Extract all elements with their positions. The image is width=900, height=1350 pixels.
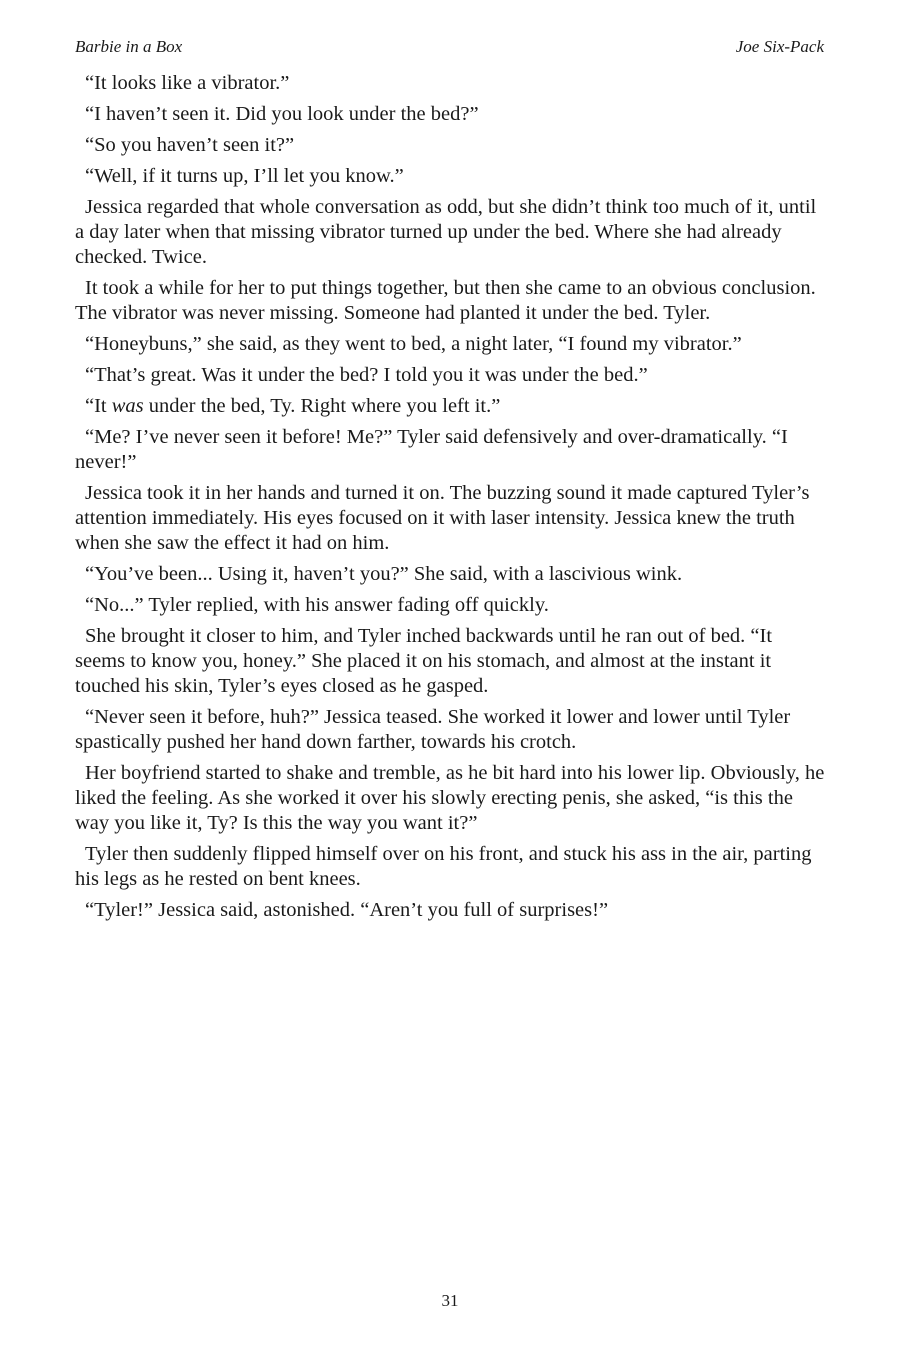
author-name-header: Joe Six-Pack <box>735 37 824 56</box>
paragraph: Jessica took it in her hands and turned it on. The buzzing sound it made captured Tyler’s attention immediately. His eyes focused on it with laser intensity. Jessica knew the truth when she saw the effect it had on him. <box>75 482 810 554</box>
paragraph: “No...” Tyler replied, with his answer fading off quickly. <box>85 594 549 616</box>
paragraph <box>75 394 825 419</box>
paragraph: “That’s great. Was it under the bed? I told you it was under the bed.” <box>85 364 648 386</box>
paragraph-text: “It <box>85 395 112 417</box>
paragraph: “Well, if it turns up, I’ll let you know.” <box>85 165 404 187</box>
paragraph: “Honeybuns,” she said, as they went to bed, a night later, “I found my vibrator.” <box>85 333 742 355</box>
emphasized-word: was <box>111 395 144 417</box>
paragraph: Her boyfriend started to shake and tremble, as he bit hard into his lower lip. Obviously, he liked the feeling. As she worked it over his slowly erecting penis, she asked, “is this the way you like it, Ty? Is this the way you want it?” <box>75 762 825 834</box>
page-number: 31 <box>441 1291 459 1310</box>
paragraph: “Me? I’ve never seen it before! Me?” Tyler said defensively and over-dramatically. “I never!” <box>75 426 788 473</box>
body-text <box>75 71 825 929</box>
running-header <box>75 36 824 58</box>
paragraph: “Tyler!” Jessica said, astonished. “Aren’t you full of surprises!” <box>85 899 609 921</box>
paragraph: Tyler then suddenly flipped himself over on his front, and stuck his ass in the air, parting his legs as he rested on bent knees. <box>75 843 812 890</box>
paragraph: “I haven’t seen it. Did you look under the bed?” <box>85 103 479 125</box>
paragraph: “You’ve been... Using it, haven’t you?” She said, with a lascivious wink. <box>85 563 683 585</box>
paragraph: “Never seen it before, huh?” Jessica teased. She worked it lower and lower until Tyler spastically pushed her hand down farther, towards his crotch. <box>75 706 791 753</box>
paragraph: “It looks like a vibrator.” <box>85 72 290 94</box>
book-title-header: Barbie in a Box <box>75 37 183 56</box>
paragraph: She brought it closer to him, and Tyler inched backwards until he ran out of bed. “It seems to know you, honey.” She placed it on his stomach, and almost at the instant it touched his skin, Tyler’s eyes closed as he gasped. <box>75 625 773 697</box>
paragraph: Jessica regarded that whole conversation as odd, but she didn’t think too much of it, until a day later when that missing vibrator turned up under the bed. Where she had already checked. Twice. <box>75 196 817 268</box>
paragraph-text: under the bed, Ty. Right where you left it.” <box>143 395 501 417</box>
paragraph: It took a while for her to put things together, but then she came to an obvious conclusion. The vibrator was never missing. Someone had planted it under the bed. Tyler. <box>75 277 816 324</box>
paragraph: “So you haven’t seen it?” <box>85 134 295 156</box>
